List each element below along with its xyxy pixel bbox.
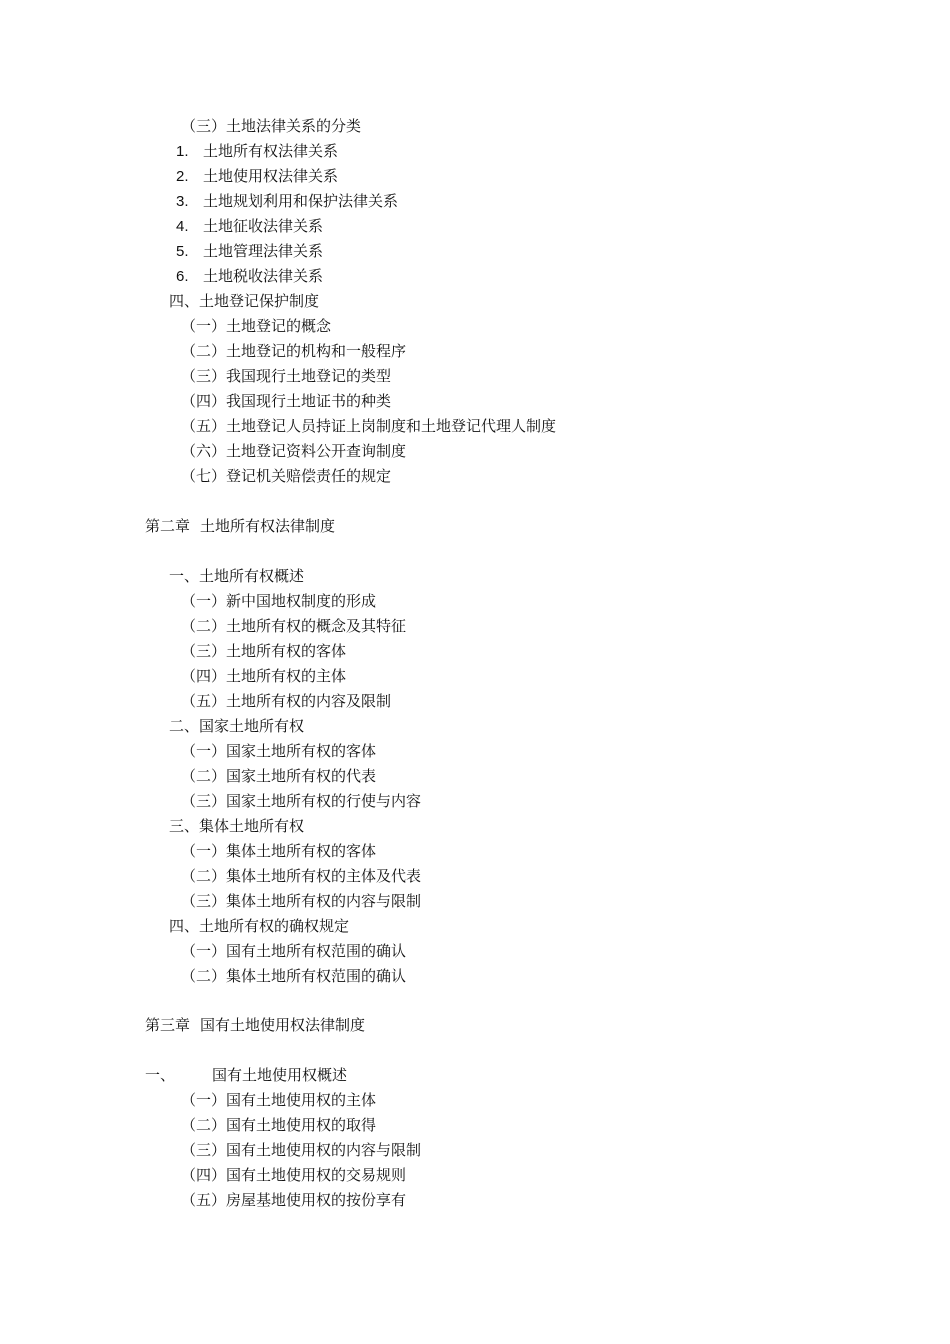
section-mark: 一、	[145, 1066, 176, 1085]
outline-item: （二）国有土地使用权的取得	[181, 1116, 377, 1135]
item-number: 6.	[176, 268, 189, 285]
outline-item: （五）土地所有权的内容及限制	[181, 691, 392, 710]
item-number: 4.	[176, 218, 189, 235]
item-number: 3.	[176, 193, 189, 210]
item-text: 土地规划利用和保护法律关系	[203, 192, 399, 210]
item-text: 土地使用权法律关系	[203, 167, 339, 185]
chapter-title: 国有土地使用权法律制度	[200, 1016, 366, 1035]
section-heading: 四、土地登记保护制度	[169, 292, 320, 310]
outline-item: （七）登记机关赔偿责任的规定	[181, 467, 392, 485]
spacer	[0, 489, 950, 514]
section-heading: 二、国家土地所有权	[169, 716, 305, 735]
item-number: 2.	[176, 168, 189, 185]
chapter-label: 第三章	[145, 1016, 191, 1035]
section-title: 国有土地使用权概述	[212, 1066, 348, 1085]
numbered-item	[0, 214, 950, 239]
chapter-heading	[0, 514, 950, 539]
numbered-item	[0, 164, 950, 189]
document-page	[0, 114, 950, 1213]
outline-item: （四）国有土地使用权的交易规则	[181, 1166, 407, 1185]
outline-item: （一）集体土地所有权的客体	[181, 841, 377, 860]
chapter-label: 第二章	[145, 516, 191, 535]
outline-item: （六）土地登记资料公开查询制度	[181, 442, 407, 460]
outline-item: （一）国有土地所有权范围的确认	[181, 941, 407, 960]
outline-item: （四）我国现行土地证书的种类	[181, 392, 392, 410]
section-heading: 三、集体土地所有权	[169, 816, 305, 835]
outline-item: （二）土地登记的机构和一般程序	[181, 342, 407, 360]
spacer	[0, 989, 950, 1014]
outline-item: （二）集体土地所有权范围的确认	[181, 966, 407, 985]
outline-item: （五）房屋基地使用权的按份享有	[181, 1191, 407, 1210]
numbered-item	[0, 189, 950, 214]
outline-item: （一）国家土地所有权的客体	[181, 741, 377, 760]
chapter-title: 土地所有权法律制度	[200, 516, 336, 535]
spacer	[0, 1038, 950, 1063]
outline-item: （一）新中国地权制度的形成	[181, 591, 377, 610]
outline-item: （五）土地登记人员持证上岗制度和土地登记代理人制度	[181, 417, 557, 435]
item-text: 土地所有权法律关系	[203, 142, 339, 160]
outline-item: （三）国有土地使用权的内容与限制	[181, 1141, 422, 1160]
section-heading	[0, 1063, 950, 1088]
outline-item: （一）土地登记的概念	[181, 317, 332, 335]
outline-item: （三）集体土地所有权的内容与限制	[181, 891, 422, 910]
outline-item: （二）集体土地所有权的主体及代表	[181, 866, 422, 885]
outline-item: （三）国家土地所有权的行使与内容	[181, 791, 422, 810]
item-text: 土地税收法律关系	[203, 267, 324, 285]
numbered-item	[0, 264, 950, 289]
item-number: 1.	[176, 143, 189, 160]
chapter-heading	[0, 1013, 950, 1038]
outline-item: （四）土地所有权的主体	[181, 666, 347, 685]
item-text: 土地征收法律关系	[203, 217, 324, 235]
outline-item: （三）土地法律关系的分类	[181, 117, 362, 135]
item-text: 土地管理法律关系	[203, 242, 324, 260]
outline-item: （二）土地所有权的概念及其特征	[181, 616, 407, 635]
numbered-item	[0, 139, 950, 164]
section-heading: 四、土地所有权的确权规定	[169, 916, 350, 935]
numbered-item	[0, 239, 950, 264]
section-heading: 一、土地所有权概述	[169, 566, 305, 585]
spacer	[0, 539, 950, 564]
outline-item: （二）国家土地所有权的代表	[181, 766, 377, 785]
outline-item: （三）我国现行土地登记的类型	[181, 367, 392, 385]
outline-item: （一）国有土地使用权的主体	[181, 1091, 377, 1110]
outline-item: （三）土地所有权的客体	[181, 641, 347, 660]
item-number: 5.	[176, 243, 189, 260]
